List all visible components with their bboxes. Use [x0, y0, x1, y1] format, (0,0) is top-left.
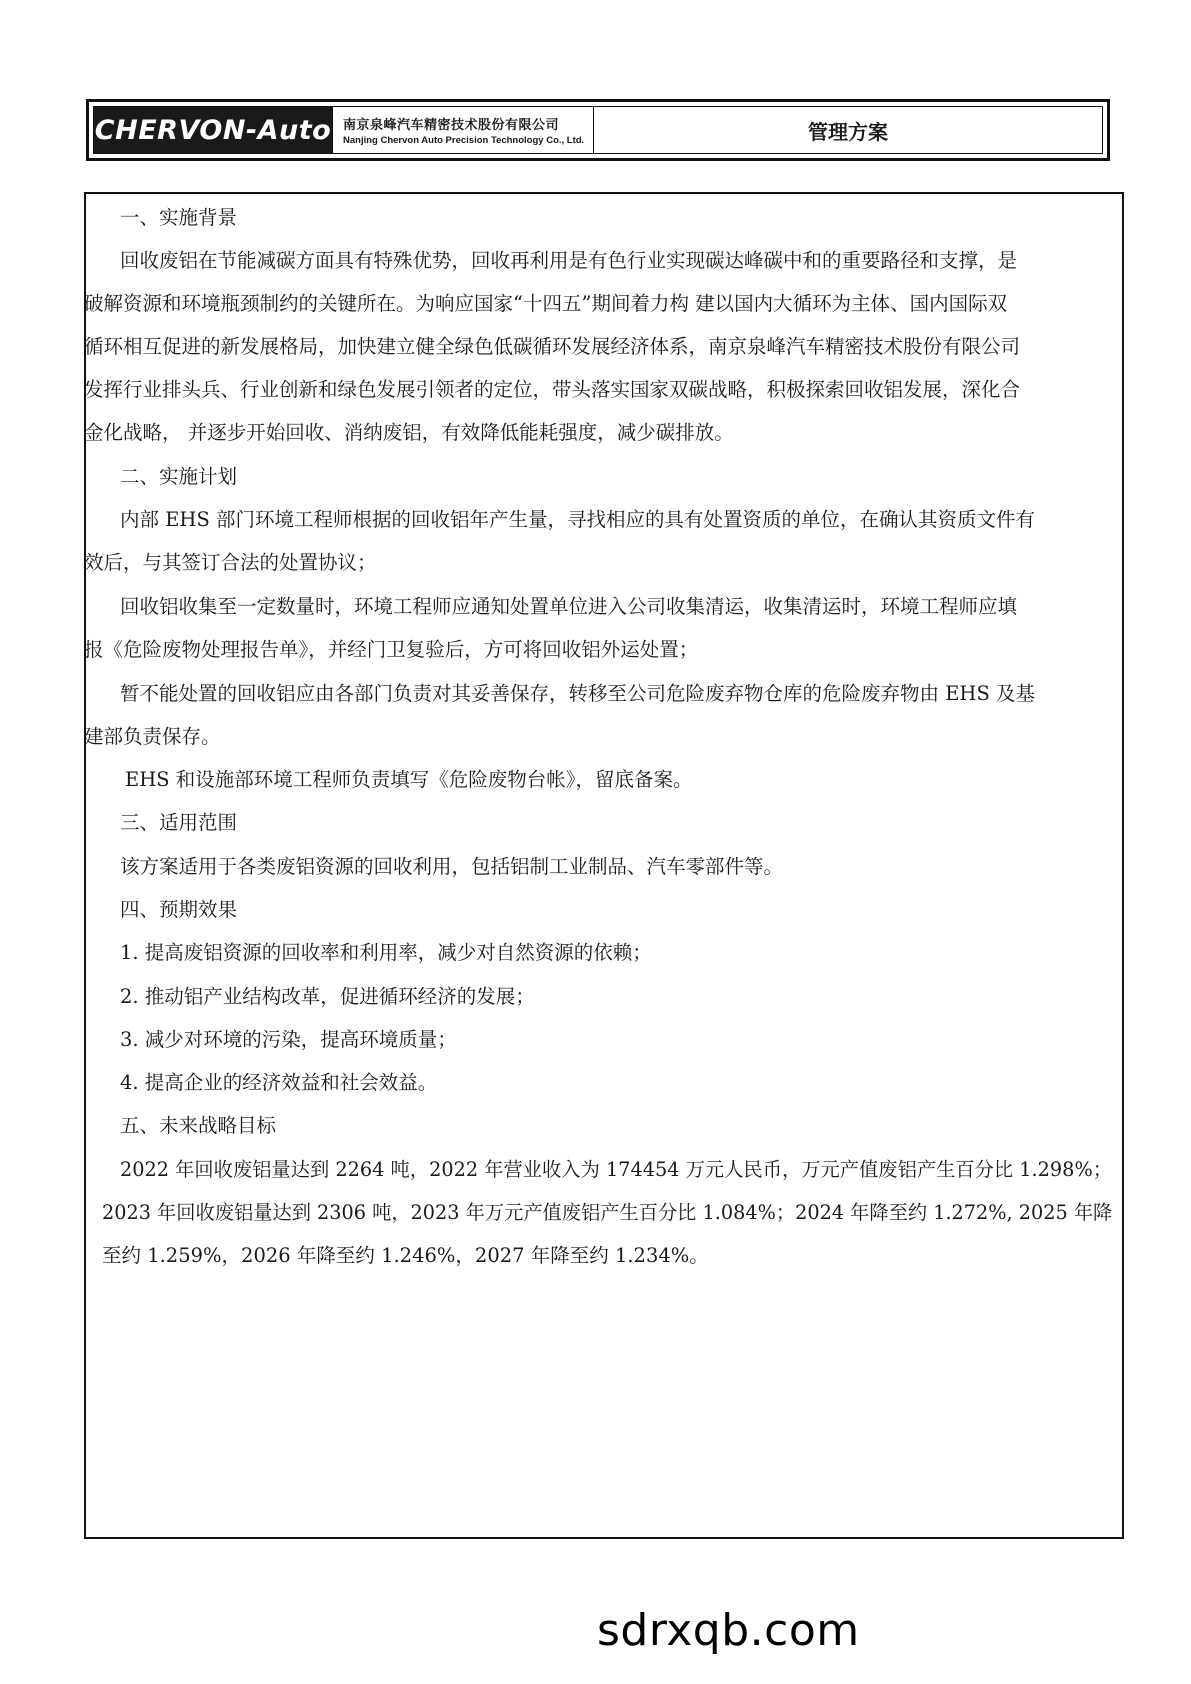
list-item: 3. 减少对环境的污染，提高环境质量； — [120, 1028, 457, 1051]
paragraph-line: 报《危险废物处理报告单》，并经门卫复验后，方可将回收铝外运处置； — [84, 638, 699, 661]
heading-goals: 五、未来战略目标 — [120, 1114, 277, 1137]
heading-effects: 四、预期效果 — [120, 898, 238, 921]
paragraph-line: 该方案适用于各类废铝资源的回收利用，包括铝制工业制品、汽车零部件等。 — [120, 855, 784, 878]
header-inner — [93, 106, 1103, 154]
paragraph-line: 至约 1.259%，2026 年降至约 1.246%，2027 年降至约 1.234%。 — [102, 1244, 709, 1267]
paragraph-line: 发挥行业排头兵、行业创新和绿色发展引领者的定位，带头落实国家双碳战略，积极探索回收铝发展，深化合 — [84, 378, 1021, 401]
paragraph-line: EHS 和设施部环境工程师负责填写《危险废物台帐》，留底备案。 — [125, 768, 693, 791]
paragraph-line: 金化战略， 并逐步开始回收、消纳废铝，有效降低能耗强度，减少碳排放。 — [84, 421, 734, 444]
company-name-block — [332, 107, 594, 153]
paragraph-line: 2023 年回收废铝量达到 2306 吨，2023 年万元产值废铝产生百分比 1.084%；2024 年降至约 1.272%, 2025 年降 — [102, 1201, 1113, 1224]
list-item: 2. 推动铝产业结构改革，促进循环经济的发展； — [120, 985, 535, 1008]
company-logo: CHERVON-Auto — [94, 107, 332, 153]
paragraph-line: 建部负责保存。 — [84, 725, 221, 748]
paragraph-line: 效后，与其签订合法的处置协议； — [84, 551, 377, 574]
document-header — [86, 99, 1110, 161]
paragraph-line: 回收废铝在节能减碳方面具有特殊优势，回收再利用是有色行业实现碳达峰碳中和的重要路径和支撑，是 — [120, 249, 1018, 272]
paragraph-line: 回收铝收集至一定数量时，环境工程师应通知处置单位进入公司收集清运，收集清运时，环境工程师应填 — [120, 595, 1018, 618]
paragraph-line: 内部 EHS 部门环境工程师根据的回收铝年产生量，寻找相应的具有处置资质的单位，在确认其资质文件有 — [120, 508, 1035, 531]
document-title: 管理方案 — [808, 119, 888, 144]
list-item: 4. 提高企业的经济效益和社会效益。 — [120, 1071, 438, 1094]
heading-background: 一、实施背景 — [120, 206, 238, 229]
watermark: sdrxqb.com — [597, 1605, 860, 1656]
paragraph-line: 循环相互促进的新发展格局，加快建立健全绿色低碳循环发展经济体系，南京泉峰汽车精密技术股份有限公司 — [84, 335, 1021, 358]
paragraph-line: 破解资源和环境瓶颈制约的关键所在。为响应国家“十四五”期间着力构 建以国内大循环为主体、国内国际双 — [84, 292, 1008, 315]
heading-scope: 三、适用范围 — [120, 811, 238, 834]
paragraph-line: 2022 年回收废铝量达到 2264 吨，2022 年营业收入为 174454 万元人民币，万元产值废铝产生百分比 1.298%； — [120, 1158, 1113, 1181]
company-name-en: Nanjing Chervon Auto Precision Technology Co., Ltd. — [343, 135, 585, 146]
list-item: 1. 提高废铝资源的回收率和利用率，减少对自然资源的依赖； — [120, 941, 652, 964]
heading-plan: 二、实施计划 — [120, 465, 238, 488]
company-name-cn: 南京泉峰汽车精密技术股份有限公司 — [343, 118, 560, 133]
paragraph-line: 暂不能处置的回收铝应由各部门负责对其妥善保存，转移至公司危险废弃物仓库的危险废弃物由 EHS 及基 — [120, 682, 1035, 705]
